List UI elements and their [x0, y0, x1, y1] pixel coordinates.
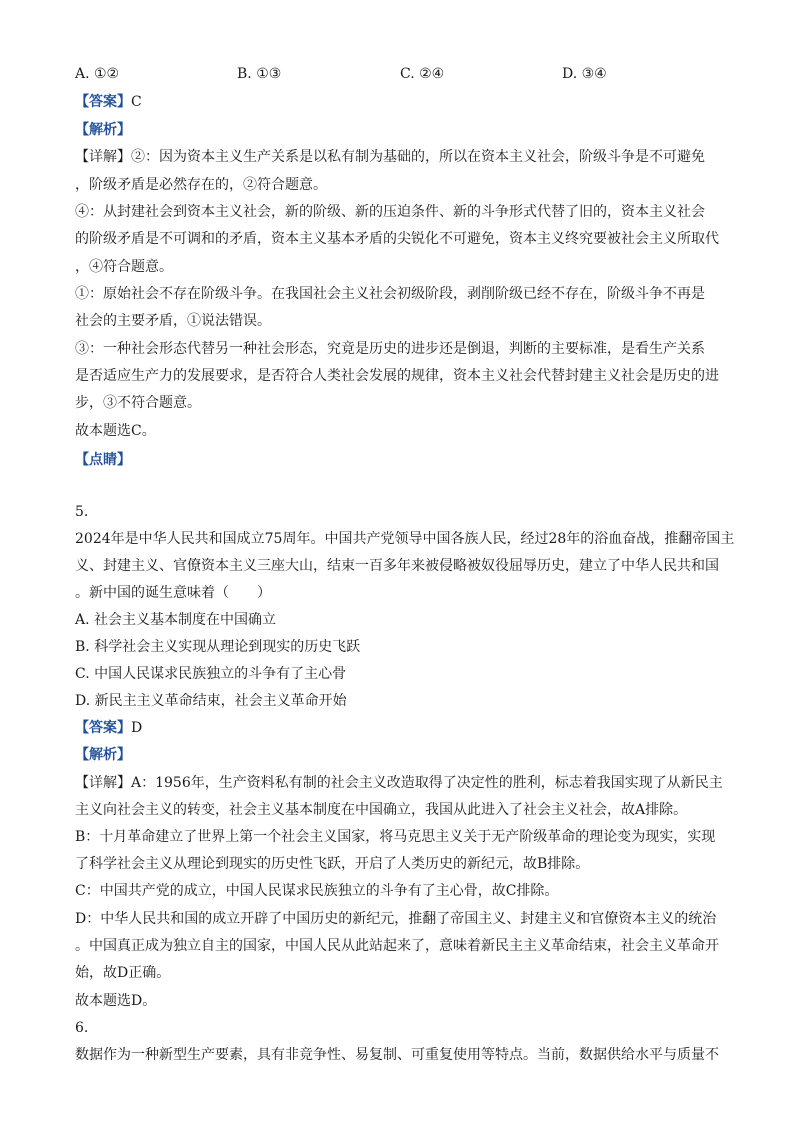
q4-detail-line: ，阶级矛盾是必然存在的，②符合题意。: [75, 177, 327, 193]
q6-number: 6.: [75, 1020, 89, 1036]
q4-answer: [75, 92, 142, 112]
q5-option-c: C. 中国人民谋求民族独立的斗争有了主心骨: [75, 666, 347, 682]
q4-option-b: B. ①③: [237, 66, 282, 82]
q5-answer: [75, 718, 142, 738]
q5-number: 5.: [75, 504, 89, 520]
q6-stem-line: 数据作为一种新型生产要素，具有非竞争性、易复制、可重复使用等特点。当前，数据供给水平与质量不: [75, 1047, 719, 1063]
q5-detail-line: B：十月革命建立了世界上第一个社会主义国家，将马克思主义关于无产阶级革命的理论变为现实，实现: [75, 829, 716, 845]
q4-option-c: C. ②④: [400, 66, 445, 82]
q5-analysis-tag: 【解析】: [75, 747, 131, 763]
q5-stem-line: 2024年是中华人民共和国成立75周年。中国共产党领导中国各族人民，经过28年的浴血奋战，推翻帝国主: [75, 531, 735, 547]
q5-detail-line: 故本题选D。: [75, 993, 157, 1009]
q5-detail-line: 了科学社会主义从理论到现实的历史性飞跃，开启了人类历史的新纪元，故B排除。: [75, 856, 590, 872]
answer-value: D: [131, 720, 143, 736]
q4-detail-line: 故本题选C。: [75, 423, 156, 439]
q5-stem-line: 。新中国的诞生意味着（ ）: [75, 585, 271, 601]
q4-detail-line: 社会的主要矛盾，①说法错误。: [75, 313, 271, 329]
q4-analysis-tag: 【解析】: [75, 122, 131, 138]
answer-tag: 【答案】: [75, 94, 131, 110]
q5-detail-line: 。中国真正成为独立自主的国家，中国人民从此站起来了，意味着新民主主义革命结束，社会主义革命开: [75, 938, 719, 954]
q5-option-d: D. 新民主主义革命结束，社会主义革命开始: [75, 693, 347, 709]
q4-detail-line: ④：从封建社会到资本主义社会，新的阶级、新的压迫条件、新的斗争形式代替了旧的，资本主义社会: [75, 204, 705, 220]
q5-detail-line: 【详解】A：1956年，生产资料私有制的社会主义改造取得了决定性的胜利，标志着我国实现了从新民主: [75, 775, 723, 791]
q5-detail-line: 始，故D正确。: [75, 965, 171, 981]
answer-value: C: [131, 94, 142, 110]
q4-detail-line: 的阶级矛盾是不可调和的矛盾，资本主义基本矛盾的尖锐化不可避免，资本主义终究要被社会主义所取代: [75, 231, 719, 247]
q4-comment-tag: 【点睛】: [75, 452, 131, 468]
q4-detail-line: 【详解】②：因为资本主义生产关系是以私有制为基础的，所以在资本主义社会，阶级斗争是不可避免: [75, 149, 705, 165]
q5-detail-line: 主义向社会主义的转变，社会主义基本制度在中国确立，我国从此进入了社会主义社会，故A排除。: [75, 802, 688, 818]
q4-detail-line: ③：一种社会形态代替另一种社会形态，究竟是历史的进步还是倒退，判断的主要标准，是看生产关系: [75, 341, 705, 357]
q5-option-b: B. 科学社会主义实现从理论到现实的历史飞跃: [75, 639, 361, 655]
q4-option-a: A. ①②: [75, 66, 120, 82]
q4-detail-line: ，④符合题意。: [75, 259, 173, 275]
q4-detail-line: 是否适应生产力的发展要求，是否符合人类社会发展的规律，资本主义社会代替封建主义社会是历史的进: [75, 368, 719, 384]
q5-stem-line: 义、封建主义、官僚资本主义三座大山，结束一百多年来被侵略被奴役屈辱历史，建立了中华人民共和国: [75, 558, 719, 574]
q5-detail-line: C：中国共产党的成立，中国人民谋求民族独立的斗争有了主心骨，故C排除。: [75, 883, 559, 899]
q4-detail-line: 步，③不符合题意。: [75, 395, 201, 411]
q4-option-d: D. ③④: [562, 66, 607, 82]
q5-option-a: A. 社会主义基本制度在中国确立: [75, 612, 277, 628]
q4-detail-line: ①：原始社会不存在阶级斗争。在我国社会主义社会初级阶段，剥削阶级已经不存在，阶级斗争不再是: [75, 286, 705, 302]
q5-detail-line: D：中华人民共和国的成立开辟了中国历史的新纪元，推翻了帝国主义、封建主义和官僚资本主义的统治: [75, 911, 717, 927]
answer-tag: 【答案】: [75, 720, 131, 736]
